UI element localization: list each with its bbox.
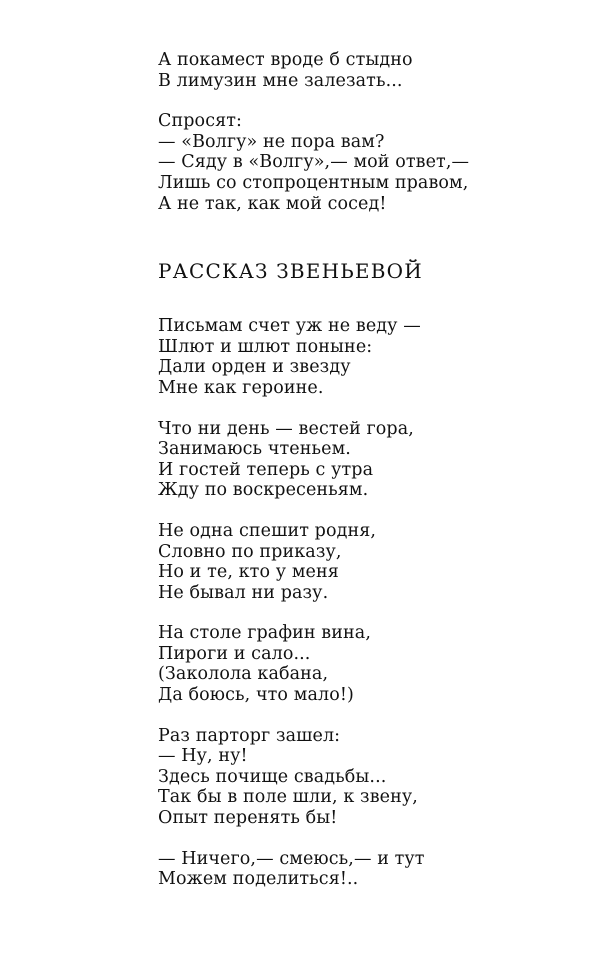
poem-line: Занимаюсь чтеньем. — [158, 439, 351, 460]
stanza — [158, 419, 578, 501]
poem-line: Можем поделиться!.. — [158, 869, 359, 890]
poem-title: РАССКАЗ ЗВЕНЬЕВОЙ — [158, 259, 423, 284]
poem-line: Здесь почище свадьбы... — [158, 766, 387, 787]
poem-line: — Сяду в «Волгу»,— мой ответ,— — [158, 152, 470, 173]
poem-line: — Ну, ну! — [158, 746, 248, 767]
poem-line: Пироги и сало... — [158, 643, 311, 664]
poem-line: Но и те, кто у меня — [158, 562, 339, 583]
poem-line: Письмам счет уж не веду — — [158, 316, 421, 337]
poem-line: А не так, как мой сосед! — [158, 193, 387, 214]
poem-line: — Ничего,— смеюсь,— и тут — [158, 848, 425, 869]
poem-line: Что ни день — вестей гора, — [158, 418, 414, 439]
stanza — [158, 316, 578, 398]
poem-line: Не одна спешит родня, — [158, 520, 377, 541]
poem-line: Так бы в поле шли, к звену, — [158, 787, 418, 808]
stanza — [158, 521, 578, 603]
poem-line: Словно по приказу, — [158, 541, 342, 562]
poem-line: Спросят: — [158, 111, 243, 132]
poem-line: Дали орден и звезду — [158, 357, 351, 378]
poem-line: Лишь со стопроцентным правом, — [158, 172, 469, 193]
stanza — [158, 849, 578, 890]
poem-line: И гостей теперь с утра — [158, 459, 374, 480]
poem-line: А покамест вроде б стыдно — [158, 50, 413, 70]
poem-line: Раз парторг зашел: — [158, 725, 341, 746]
stanza — [158, 623, 578, 705]
stanza — [158, 50, 578, 91]
poem-line: Жду по воскресеньям. — [158, 480, 369, 501]
stanza — [158, 111, 578, 214]
poem-line: На столе графин вина, — [158, 623, 371, 644]
stanza — [158, 726, 578, 829]
poem-line: Да боюсь, что мало!) — [158, 685, 354, 706]
poem-line: — «Волгу» не пора вам? — [158, 131, 385, 152]
poem-line: Мне как героине. — [158, 377, 324, 398]
poem-line: (Заколола кабана, — [158, 664, 329, 685]
poem-line: Опыт перенять бы! — [158, 808, 338, 829]
poem-line: В лимузин мне залезать... — [158, 70, 403, 91]
poem-line: Шлют и шлют поныне: — [158, 336, 373, 357]
poem-line: Не бывал ни разу. — [158, 582, 329, 603]
poem-page — [158, 50, 578, 890]
